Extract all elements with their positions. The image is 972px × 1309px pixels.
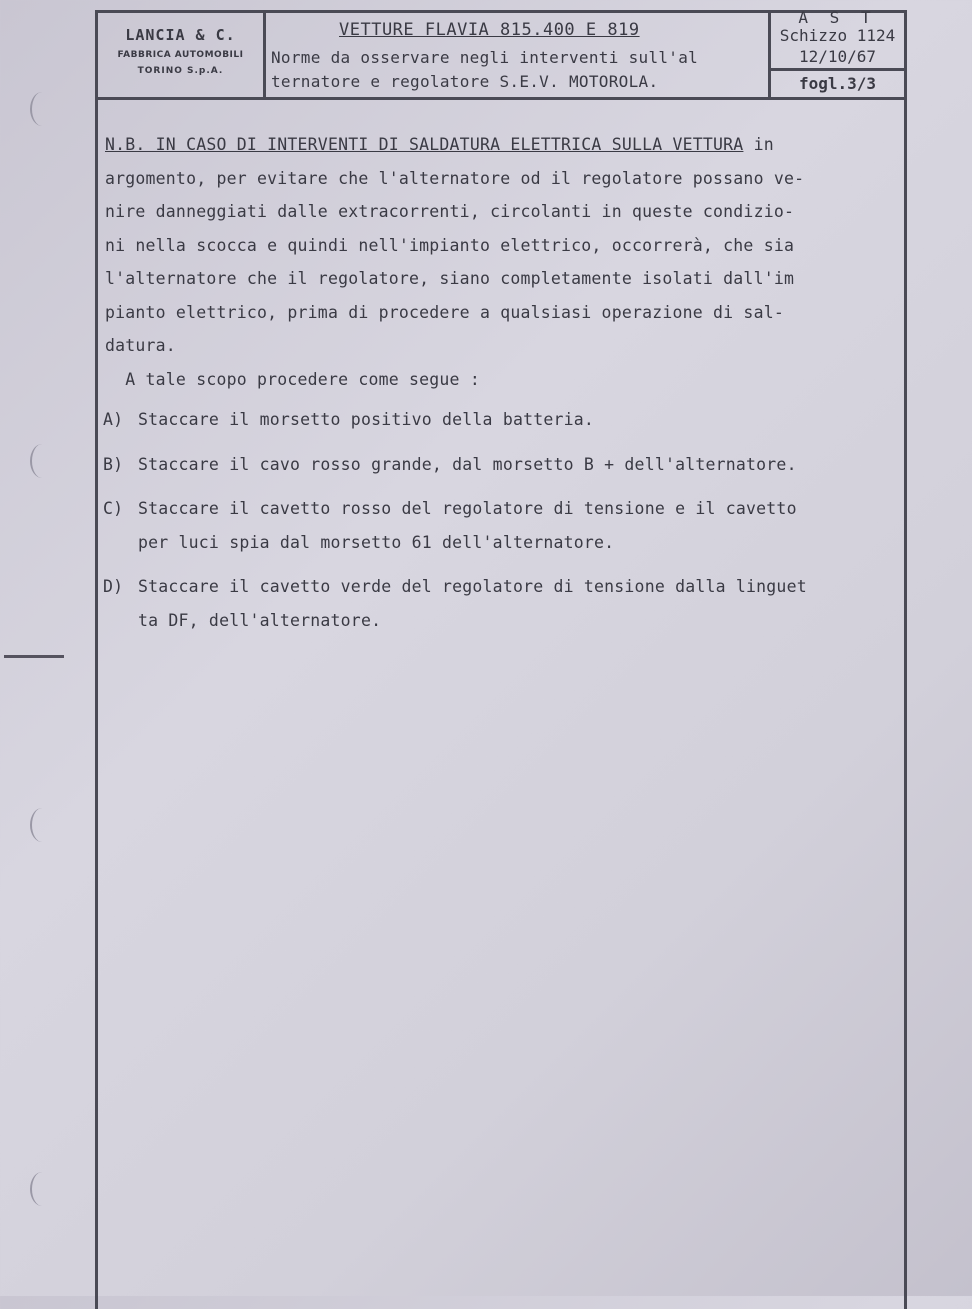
paragraph-line: datura. [105,336,176,355]
punch-hole [30,92,54,126]
list-item [103,448,903,482]
document-date: 12/10/67 [798,47,877,66]
list-item [103,570,903,637]
procedure-list [103,403,903,648]
company-name: LANCIA & C. [125,26,236,44]
item-label: B) [103,454,124,474]
item-text: Staccare il cavetto rosso del regolatore di tensione e il cavetto per luci spia dal morsetto 61 dell'alternatore. [138,499,797,552]
document-title: VETTURE FLAVIA 815.400 E 819 [339,20,640,40]
item-label: A) [103,410,124,429]
procedure-intro: A tale scopo procedere come segue : [105,369,480,389]
note-first-line [105,128,900,162]
punch-hole [30,808,54,842]
company-subtitle: FABBRICA AUTOMOBILI [117,50,244,60]
reference-block [771,10,904,97]
item-text: Staccare il morsetto positivo della batteria. [138,410,595,429]
punch-hole [30,444,54,478]
paragraph-line: nire danneggiati dalle extracorrenti, circolanti in queste condizio- [105,202,795,221]
note-paragraph [105,128,900,396]
subject-line-1: Norme da osservare negli interventi sull'al [271,48,699,67]
paragraph-line: l'alternatore che il regolatore, siano completamente isolati dall'im [105,269,795,288]
subject-line-2: ternatore e regolatore S.E.V. MOTOROLA. [271,72,659,91]
paragraph-line: ni nella scocca e quindi nell'impianto elettrico, occorrerà, che sia [105,235,795,255]
paragraph-line: argomento, per evitare che l'alternatore od il regolatore possano ve- [105,168,805,188]
list-item [103,492,903,559]
company-city: TORINO S.p.A. [137,66,224,76]
item-label: C) [103,499,124,518]
item-text: Staccare il cavo rosso grande, dal morsetto B + dell'alternatore. [138,454,797,474]
item-text: Staccare il cavetto verde del regolatore di tensione dalla linguet ta DF, dell'alternatore. [138,577,807,630]
subject-block [267,10,767,97]
office-code: A S T [798,8,877,27]
company-stamp [98,10,263,97]
sheet-number: fogl.3/3 [798,74,877,93]
fold-mark [4,655,64,658]
note-heading: N.B. IN CASO DI INTERVENTI DI SALDATURA ELETTRICA SULLA VETTURA [105,135,744,154]
list-item [103,403,903,437]
sketch-number: Schizzo 1124 [779,26,896,45]
item-label: D) [103,577,124,596]
punch-hole [30,1172,54,1206]
note-heading-tail: in [743,135,774,154]
paragraph-line: pianto elettrico, prima di procedere a qualsiasi operazione di sal- [105,302,784,322]
header-block [95,10,907,100]
